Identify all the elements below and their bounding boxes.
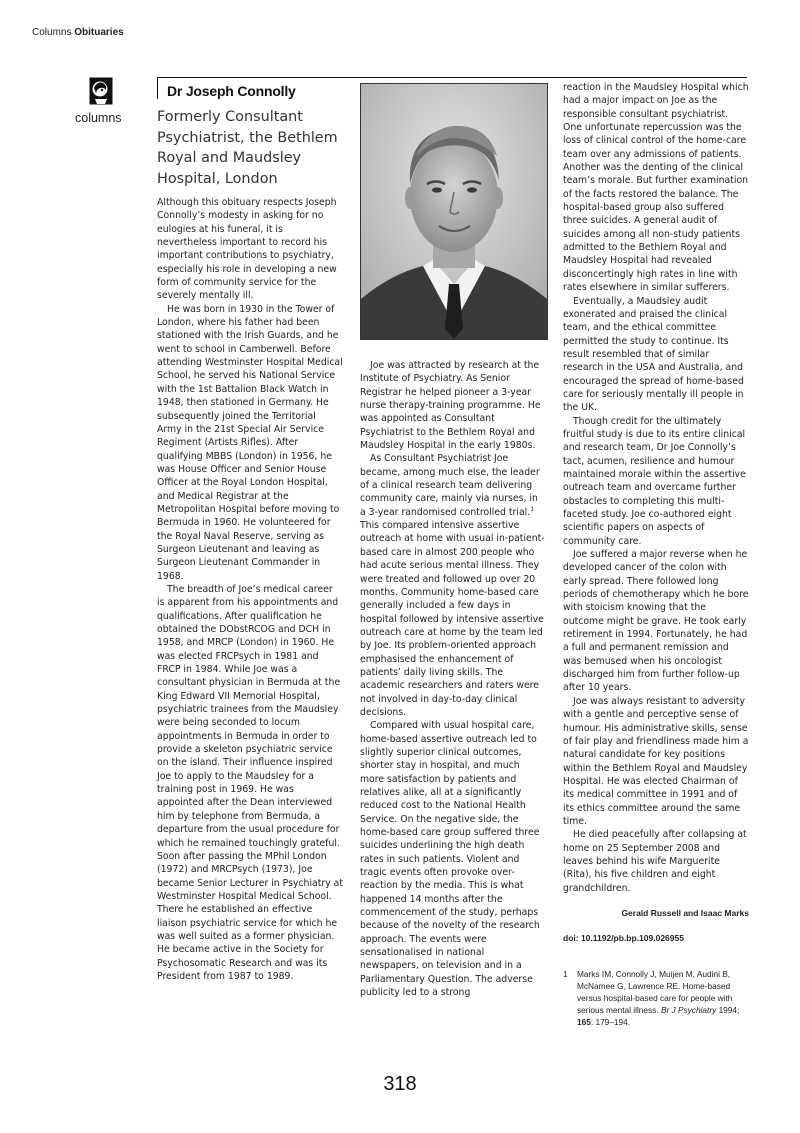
paragraph: Joe was attracted by research at the Institute of Psychiatry. As Senior Registrar he helped pioneer a 3-year nurse therapy-training programme. He was appointed as Consultant Psychiatrist to the Bethlem Royal and Maudsley Hospital in the early 1980s. xyxy=(360,360,541,452)
columns-section-logo-icon xyxy=(89,77,113,105)
page-number: 318 xyxy=(383,1073,417,1095)
article-subtitle: Formerly Consultant Psychiatrist, the Bethlem Royal and Maudsley Hospital, London xyxy=(157,109,338,187)
reference-year: 1994; xyxy=(716,1004,740,1015)
paragraph: Joe was always resistant to adversity with a gentle and perceptive sense of humour. His administrative skills, sense of fair play and friendliness made him a natural candidate for key positions within the Bethlem Royal and Maudsley Hospital. He was elected Chairman of its medical committee in 1991 and of its ethics committee around the same time. xyxy=(563,695,749,827)
paragraph: Although this obituary respects Joseph Connolly’s modesty in asking for no eulogies at his funeral, it is nevertheless important to record his important contributions to psychiatry, especially his role in developing a new form of community service for the severely mentally ill. xyxy=(157,197,337,302)
authors-signoff: Gerald Russell and Isaac Marks xyxy=(621,907,749,918)
column-3 xyxy=(563,81,749,1028)
running-head-section: Columns xyxy=(32,27,72,38)
reference-text xyxy=(577,968,749,1028)
paragraph xyxy=(360,452,546,719)
reference-marker: 1 xyxy=(530,505,535,513)
reference-pages: : 179–194. xyxy=(590,1016,631,1027)
running-head xyxy=(32,27,124,38)
paragraph: He died peacefully after collapsing at home on 25 September 2008 and leaves behind his wife Marguerite (Rita), his five children and eight grandchildren. xyxy=(563,829,747,894)
column-1 xyxy=(157,196,343,983)
paragraph: Compared with usual hospital care, home-based assertive outreach led to slightly superior clinical outcomes, shorter stay in hospital, and much more satisfaction by patients and relatives alike, all at a significantly reduced cost to the National Health Service. On the negative side, the home-based care group suffered three suicides underlining the high death rates in such patients. Violent and tragic events often provoke over-reaction by the media. This is what happened 14 months after the commencement of the study, perhaps because of the novelty of the research approach. The events were sensationalised in national newspapers, on television and in a Parliamentary Question. The adverse publicity led to a strong xyxy=(360,720,540,999)
reference-number: 1 xyxy=(563,968,568,979)
paragraph: He was born in 1930 in the Tower of London, where his father had been stationed with the Irish Guards, and he went to school in Camberwell. Before attending Westminster Hospital Medical School, he served his National Service with the 1st Battalion Black Watch in 1948, then stationed in Germany. He subsequently joined the Territorial Army in the 21st Special Air Service Regiment (Artists Rifles). After qualifying MBBS (London) in 1956, he was House Officer and Senior House Officer at the Royal London Hospital, and Medical Registrar at the Metropolitan Hospital before moving to Bermuda in 1960. He volunteered for the Royal Naval Reserve, serving as Surgeon Lieutenant and leaving as Surgeon Lieutenant Commander in 1968. xyxy=(157,303,343,582)
paragraph: The breadth of Joe’s medical career is apparent from his appointments and qualifications. After qualification he obtained the DObstRCOG and DCH in 1958, and MRCP (London) in 1960. He was elected FRCPsych in 1981 and FRCP in 1984. While Joe was a consultant physician in Bermuda at the King Edward VII Memorial Hospital, psychiatric trainees from the Maudsley were being seconded to locum appointments in Bermuda in order to provide a skeleton psychiatric service on the island. Their influence inspired Joe to apply to the Maudsley for a training post in 1969. He was appointed after the Dean interviewed him by telephone from Bermuda, a departure from the usual procedure for which he remained touchingly grateful. Soon after passing the MPhil London (1972) and MRCPsych (1973), Joe became Senior Lecturer in Psychiatry at Westminster Hospital Medical School. There he established an effective liaison psychiatric service for which he was well suited as a former physician. He became active in the Society for Psychosomatic Research and was its President from 1987 to 1989. xyxy=(157,583,343,982)
paragraph: Joe suffered a major reverse when he developed cancer of the colon with early spread. There followed long periods of chemotherapy which he bore with stoicism knowing that the outcome might be grave. He took early retirement in 1994. Fortunately, he had a full and permanent remission and was bemused when his oncologist discharged him from further follow-up after 10 years. xyxy=(563,549,749,694)
paragraph-text: As Consultant Psychiatrist Joe became, among much else, the leader of a clinical research team delivering community care, mainly via nurses, in a 3-year randomised controlled trial. xyxy=(360,453,540,518)
article-headline: Dr Joseph Connolly xyxy=(167,83,296,99)
paragraph-text: This compared intensive assertive outreach at home with usual in-patient-based care in almost 200 people who had acute serious mental illness. They were treated and followed up over 20 months. Community home-based care generally included a few days in hospital followed by intensive assertive outreach care at home by the team led by Joe. Its problem-oriented approach emphasised the enhancement of patients’ daily living skills. The academic researchers and raters were not involved in day-to-day clinical decisions. xyxy=(360,520,545,718)
paragraph: reaction in the Maudsley Hospital which had a major impact on Joe as the responsible consultant psychiatrist. One unfortunate repercussion was the loss of clinical control of the home-care team over any admissions of patients. Another was the denting of the clinical team’s morale. But further examination of the facts restored the balance. The hospital-based group also suffered three suicides. A general audit of suicides among all non-study patients admitted to the Bethlem Royal and Maudsley Hospital had revealed disconcertingly high rates in line with rates elsewhere in similar sufferers. xyxy=(563,82,749,294)
reference-entry xyxy=(563,968,749,1028)
reference-authors: Marks IM, Connolly J, Muijen M, Audini B, McNamee G, Lawrence RE. Home-based versus hospital-based care for people with serious mental illness. xyxy=(577,968,733,1015)
paragraph: Though credit for the ultimately fruitful study is due to its entire clinical and research team, Dr Joe Connolly’s tact, acumen, resilience and humour maintained morale within the assertive outreach team and overcame further obstacles to completing this multi-faceted study. Joe co-authored eight scientific papers on aspects of community care. xyxy=(563,415,746,547)
portrait-photo xyxy=(360,83,548,340)
column-2 xyxy=(360,359,546,1000)
reference-volume: 165 xyxy=(577,1016,591,1027)
section-label: columns xyxy=(75,111,122,125)
running-head-subsection: Obituaries xyxy=(74,27,124,38)
doi-link[interactable]: doi: 10.1192/pb.bp.109.026955 xyxy=(563,933,684,944)
paragraph: Eventually, a Maudsley audit exonerated and praised the clinical team, and the ethical committee permitted the study to continue. Its result resembled that of similar research in the USA and Australia, and encouraged the spread of home-based care for seriously mentally ill people in the UK. xyxy=(563,295,744,414)
reference-journal: Br J Psychiatry xyxy=(660,1004,717,1015)
